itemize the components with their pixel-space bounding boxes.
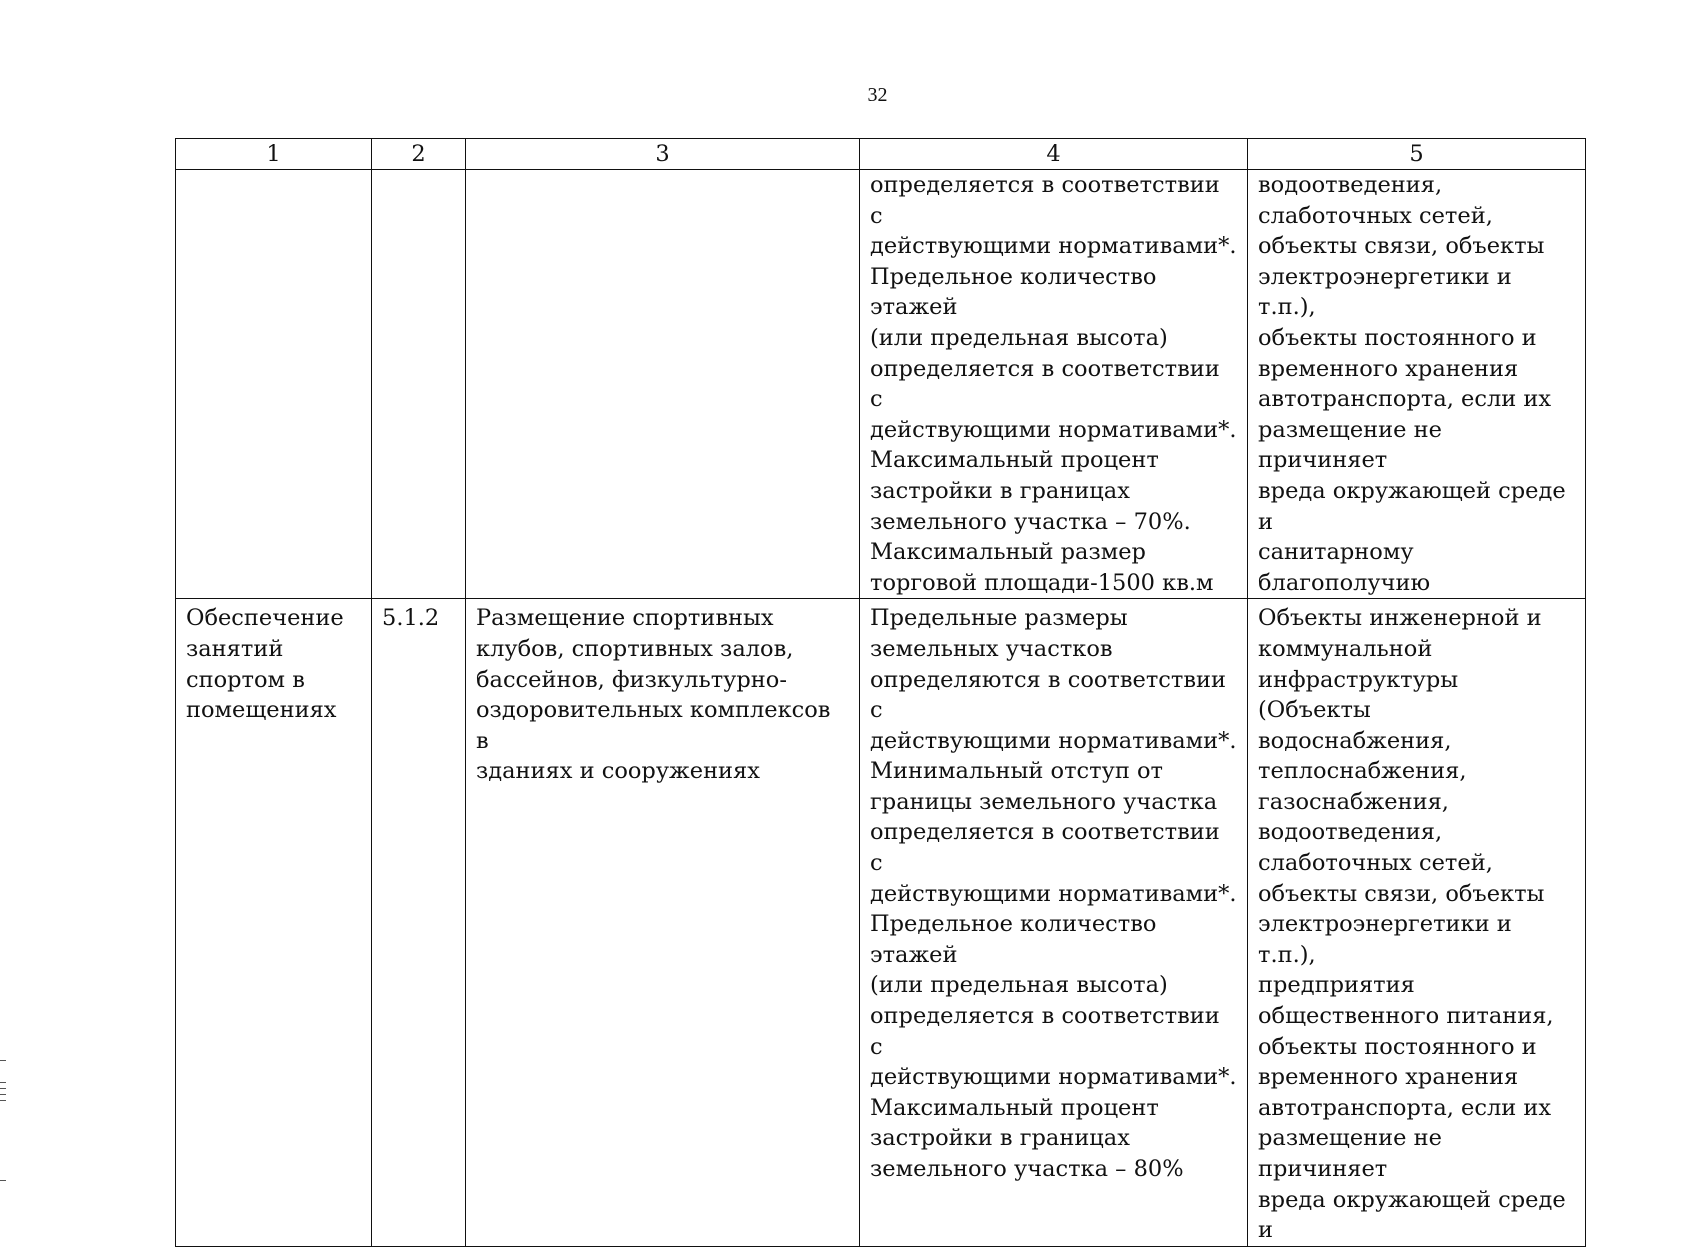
cell-use-description: Размещение спортивных клубов, спортивных залов, бассейнов, физкультурно- оздоровительных комплексов в зданиях и сооружениях [466, 599, 860, 1246]
scan-margin-mark [0, 1060, 6, 1061]
land-use-table [175, 138, 1586, 1247]
scan-margin-mark [0, 1088, 6, 1089]
cell-auxiliary-uses: водоотведения, слаботочных сетей, объекты связи, объекты электроэнергетики и т.п.), объекты постоянного и временного хранения автотранспорта, если их размещение не причиняет вреда окружающей среде и санитарному благополучию [1248, 170, 1586, 599]
header-col-5: 5 [1248, 139, 1586, 170]
cell-use-code: 5.1.2 [372, 599, 466, 1246]
header-col-4: 4 [860, 139, 1248, 170]
page-number: 32 [867, 84, 888, 106]
header-col-2: 2 [372, 139, 466, 170]
table-row-continued [176, 170, 1586, 599]
scan-margin-mark [0, 1094, 6, 1095]
cell-use-name [176, 170, 372, 599]
table-header [176, 139, 1586, 170]
header-row [176, 139, 1586, 170]
cell-parameters: определяется в соответствии с действующими нормативами*. Предельное количество этажей (или предельная высота) определяется в соответствии с действующими нормативами*. Максимальный процент застройки в границах земельного участка – 70%. Максимальный размер торговой площади-1500 кв.м [860, 170, 1248, 599]
table-row-sports [176, 599, 1586, 1246]
scan-margin-mark [0, 1100, 6, 1101]
cell-use-name: Обеспечение занятий спортом в помещениях [176, 599, 372, 1246]
header-col-1: 1 [176, 139, 372, 170]
header-col-3: 3 [466, 139, 860, 170]
cell-parameters: Предельные размеры земельных участков определяются в соответствии с действующими нормативами*. Минимальный отступ от границы земельного участка определяется в соответствии с действующими нормативами*. Предельное количество этажей (или предельная высота) определяется в соответствии с действующими нормативами*. Максимальный процент застройки в границах земельного участка – 80% [860, 599, 1248, 1246]
scan-margin-mark [0, 1180, 6, 1181]
table-body [176, 170, 1586, 1247]
cell-use-description [466, 170, 860, 599]
cell-use-code [372, 170, 466, 599]
cell-auxiliary-uses: Объекты инженерной и коммунальной инфраструктуры (Объекты водоснабжения, теплоснабжения, газоснабжения, водоотведения, слаботочных сетей, объекты связи, объекты электроэнергетики и т.п.), предприятия общественного питания, объекты постоянного и временного хранения автотранспорта, если их размещение не причиняет вреда окружающей среде и [1248, 599, 1586, 1246]
scan-margin-mark [0, 1082, 6, 1083]
